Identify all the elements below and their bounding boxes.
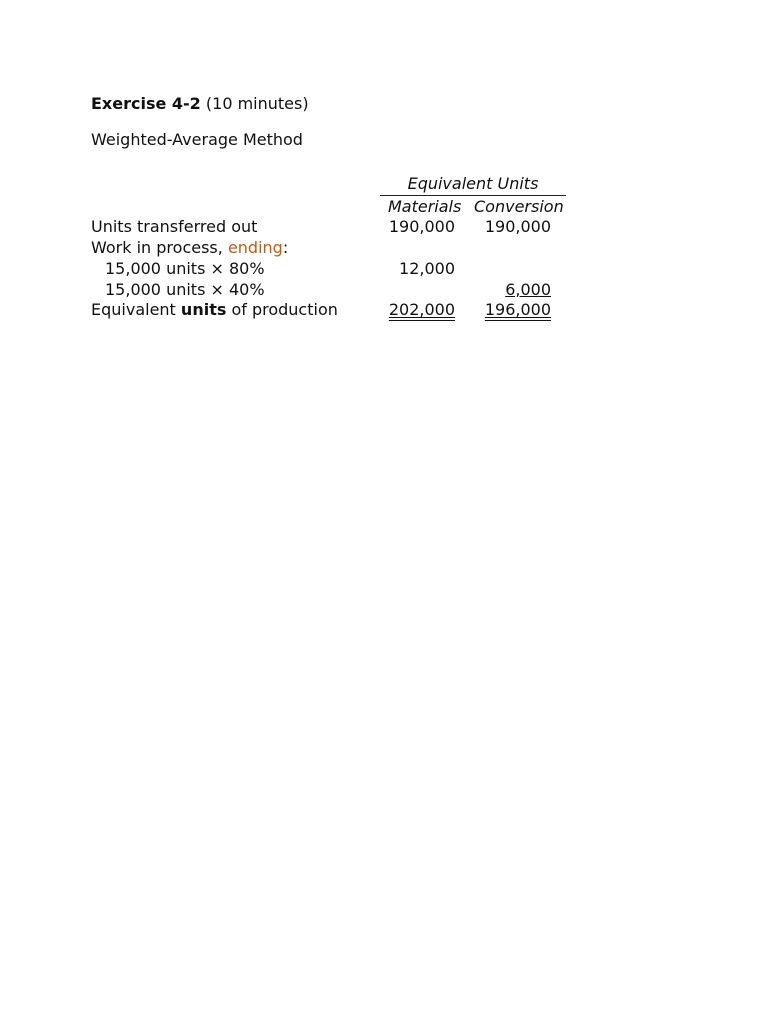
materials-units-transferred: 190,000 xyxy=(388,217,455,236)
total-label-suffix: of production xyxy=(226,300,338,319)
column-header-conversion: Conversion xyxy=(474,197,564,216)
row-label-materials-completion: 15,000 units × 80% xyxy=(105,259,265,278)
wip-label-colon: : xyxy=(282,238,289,257)
wip-ending-word: ending xyxy=(227,238,283,257)
materials-wip-equivalent: 12,000 xyxy=(399,259,455,278)
equivalent-units-header: Equivalent Units xyxy=(380,174,566,196)
conversion-wip-value: 6,000 xyxy=(505,280,551,299)
exercise-title xyxy=(91,94,309,114)
exercise-number: Exercise 4-2 xyxy=(91,94,201,113)
method-heading: Weighted-Average Method xyxy=(91,130,303,149)
conversion-units-transferred: 190,000 xyxy=(484,217,551,236)
materials-total xyxy=(380,300,455,320)
wip-label-text: Work in process, xyxy=(91,238,228,257)
conversion-total-value: 196,000 xyxy=(484,300,551,319)
row-label-conversion-completion: 15,000 units × 40% xyxy=(105,280,265,299)
column-header-materials: Materials xyxy=(388,197,462,216)
row-label-wip-ending xyxy=(91,238,288,258)
materials-total-value: 202,000 xyxy=(388,300,455,319)
exercise-duration: (10 minutes) xyxy=(200,94,309,113)
conversion-total xyxy=(470,300,551,320)
row-label-units-transferred: Units transferred out xyxy=(91,217,258,236)
conversion-wip-equivalent xyxy=(470,280,551,300)
row-label-equivalent-units-total xyxy=(91,300,338,320)
total-label-bold: units xyxy=(180,300,227,319)
total-label-prefix: Equivalent xyxy=(91,300,181,319)
